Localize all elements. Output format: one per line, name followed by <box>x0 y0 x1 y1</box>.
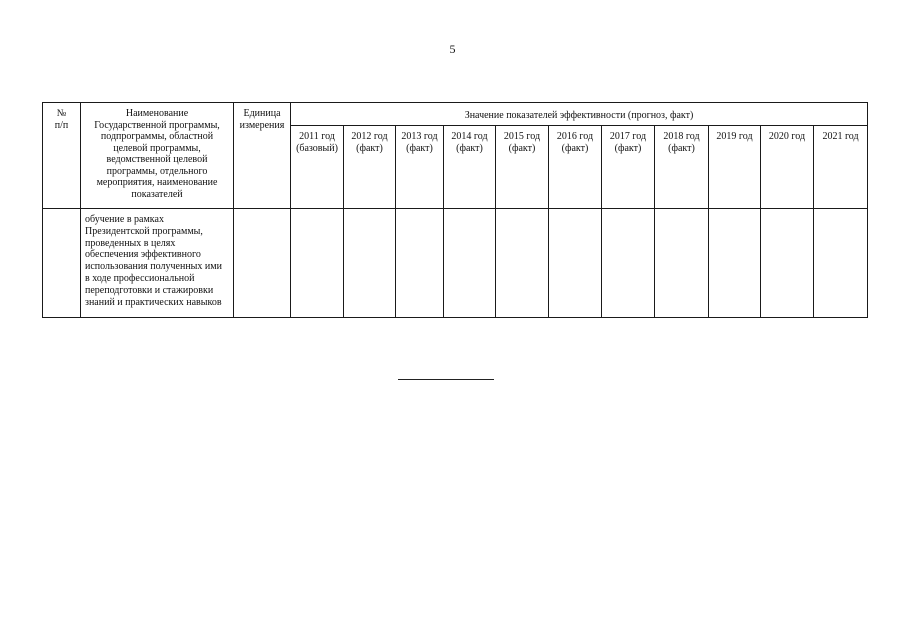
header-name-line: подпрограммы, областной <box>100 131 214 142</box>
indicators-table <box>42 102 868 318</box>
header-year-2012 <box>344 126 396 209</box>
header-year-2016 <box>549 126 602 209</box>
value-cell-2012 <box>344 209 396 318</box>
header-year-2013 <box>396 126 444 209</box>
header-num-line: п/п <box>54 119 69 131</box>
table-row <box>43 209 868 318</box>
header-row-top <box>43 103 868 126</box>
value-cell-2019 <box>709 209 761 318</box>
value-cell-2011 <box>291 209 344 318</box>
row-name-line: обеспечения эффективного <box>85 249 201 261</box>
value-cell-2016 <box>549 209 602 318</box>
year-label: 2011 год <box>299 131 335 142</box>
header-values-title: Значение показателей эффективности (прогноз, факт) <box>291 103 868 126</box>
row-name-line: использования полученных ими <box>85 261 222 273</box>
value-cell-2021 <box>814 209 868 318</box>
header-name-line: показателей <box>131 188 183 200</box>
year-label: 2021 год <box>822 131 859 142</box>
header-year-2021 <box>814 126 868 209</box>
row-name-line: обучение в рамках <box>85 214 164 225</box>
row-name-line: переподготовки и стажировки <box>85 284 214 296</box>
year-label: 2012 год <box>351 131 388 142</box>
end-of-document-rule <box>398 379 494 380</box>
row-name-line: Президентской программы, <box>85 225 203 237</box>
header-year-2020 <box>761 126 814 209</box>
header-unit <box>234 103 291 209</box>
header-unit-line: измерения <box>239 119 285 131</box>
row-num-cell <box>43 209 81 318</box>
row-name-line: проведенных в целях <box>85 237 176 249</box>
year-note: (факт) <box>508 142 536 154</box>
value-cell-2013 <box>396 209 444 318</box>
year-label: 2019 год <box>716 131 753 142</box>
value-cell-2018 <box>655 209 709 318</box>
year-note: (факт) <box>668 142 695 154</box>
header-name-line: Наименование <box>125 108 189 119</box>
header-name-line: Государственной программы, <box>94 119 220 131</box>
page-number: 5 <box>449 42 456 56</box>
year-label: 2018 год <box>663 131 700 142</box>
header-year-2019 <box>709 126 761 209</box>
row-name-line: знаний и практических навыков <box>85 296 222 308</box>
year-label: 2017 год <box>609 131 647 142</box>
header-name-line: целевой программы, <box>113 142 201 154</box>
value-cell-2017 <box>602 209 655 318</box>
header-num-line: № <box>56 108 67 119</box>
header-year-2011 <box>291 126 344 209</box>
value-cell-2015 <box>496 209 549 318</box>
header-name-line: программы, отдельного <box>106 165 208 177</box>
year-note: (базовый) <box>296 142 338 154</box>
header-name <box>81 103 234 209</box>
year-label: 2020 год <box>768 131 806 142</box>
year-label: 2013 год <box>401 131 438 142</box>
header-num <box>43 103 81 209</box>
header-name-line: ведомственной целевой <box>106 154 208 165</box>
year-note: (факт) <box>356 142 383 154</box>
value-cell-2020 <box>761 209 814 318</box>
header-year-2018 <box>655 126 709 209</box>
row-name-cell <box>81 209 234 318</box>
header-unit-line: Единица <box>243 108 281 119</box>
header-year-2014 <box>444 126 496 209</box>
header-year-2015 <box>496 126 549 209</box>
year-label: 2016 год <box>556 131 594 142</box>
header-name-line: мероприятия, наименование <box>96 177 218 188</box>
year-note: (факт) <box>561 142 589 154</box>
header-year-2017 <box>602 126 655 209</box>
year-note: (факт) <box>614 142 642 154</box>
year-label: 2015 год <box>503 131 541 142</box>
year-note: (факт) <box>406 142 433 154</box>
row-unit-cell <box>234 209 291 318</box>
year-note: (факт) <box>456 142 483 154</box>
row-name-line: в ходе профессиональной <box>85 272 195 284</box>
value-cell-2014 <box>444 209 496 318</box>
year-label: 2014 год <box>451 131 488 142</box>
